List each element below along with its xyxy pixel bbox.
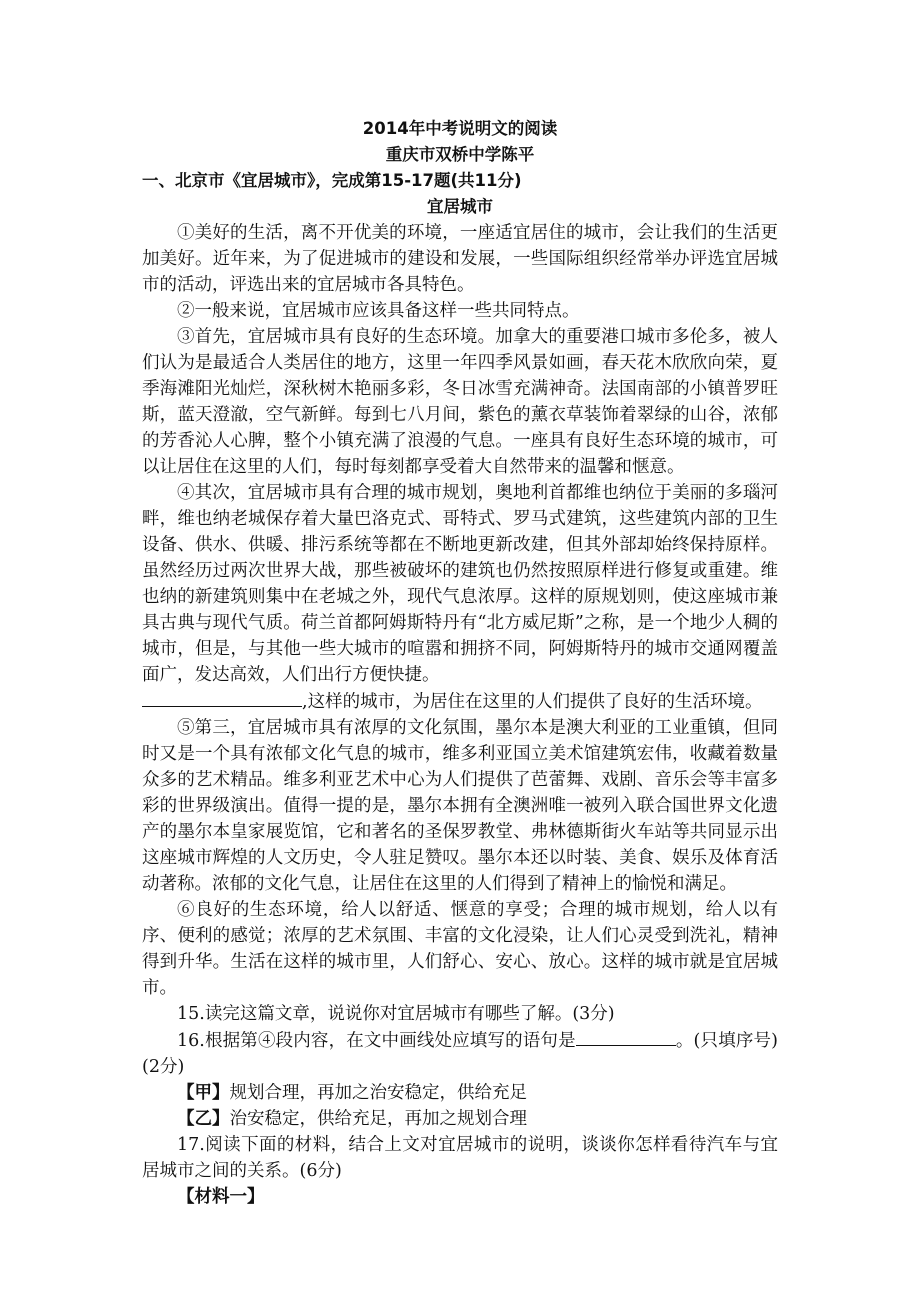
- option-yi-text: 治安稳定，供给充足，再加之规划合理: [229, 1109, 527, 1129]
- paragraph-4-tail: [142, 688, 778, 715]
- question-17: 17.阅读下面的材料，结合上文对宜居城市的说明，谈谈你怎样看待汽车与宜居城市之间的关系。(6分): [142, 1135, 778, 1181]
- paragraph-4-tail-text: ,这样的城市，为居住在这里的人们提供了良好的生活环境。: [302, 692, 763, 712]
- paragraph-1: ①美好的生活，离不开优美的环境，一座适宜居住的城市，会让我们的生活更加美好。近年来，为了促进城市的建设和发展，一些国际组织经常举办评选宜居城市的活动，评选出来的宜居城市各具特色。: [142, 223, 778, 295]
- paragraph-5: ⑤第三，宜居城市具有浓厚的文化氛围，墨尔本是澳大利亚的工业重镇，但同时又是一个具有浓郁文化气息的城市，维多利亚国立美术馆建筑宏伟，收藏着数量众多的艺术精品。维多利亚艺术中心为人们提供了芭蕾舞、戏剧、音乐会等丰富多彩的世界级演出。值得一提的是，墨尔本拥有全澳洲唯一被列入联合国世界文化遗产的墨尔本皇家展览馆，它和著名的圣保罗教堂、弗林德斯街火车站等共同显示出这座城市辉煌的人文历史，令人驻足赞叹。墨尔本还以时装、美食、娱乐及体育活动著称。浓郁的文化气息，让居住在这里的人们得到了精神上的愉悦和满足。: [142, 718, 778, 894]
- option-jia-label: 【甲】: [177, 1083, 230, 1103]
- option-yi-label: 【乙】: [177, 1109, 230, 1129]
- answer-blank-underline: [576, 1027, 676, 1046]
- question-16-text: 16.根据第④段内容，在文中画线处应填写的语句是: [177, 1031, 576, 1051]
- document-author: 重庆市双桥中学陈平: [385, 145, 535, 164]
- question-16-instruction: 。(只填序号)(2分): [142, 1031, 778, 1077]
- paragraph-4: ④其次，宜居城市具有合理的城市规划，奥地利首都维也纳位于美丽的多瑙河畔，维也纳老城保存着大量巴洛克式、哥特式、罗马式建筑，这些建筑内部的卫生设备、供水、供暖、排污系统等都在不断地更新改建，但其外部却始终保持原样。虽然经历过两次世界大战，那些被破坏的建筑也仍然按照原样进行修复或重建。维也纳的新建筑则集中在老城之外，现代气息浓厚。这样的原规划则，使这座城市兼具古典与现代气质。荷兰首都阿姆斯特丹有“北方威尼斯”之称，是一个地少人稠的城市，但是，与其他一些大城市的喧嚣和拥挤不同，阿姆斯特丹的城市交通网覆盖面广，发达高效，人们出行方便快捷。: [142, 483, 778, 685]
- option-yi: [142, 1106, 778, 1132]
- document-title: 2014年中考说明文的阅读: [362, 119, 558, 138]
- question-15: 15.读完这篇文章，说说你对宜居城市有哪些了解。(3分): [177, 1004, 615, 1024]
- paragraph-2: ②一般来说，宜居城市应该具备这样一些共同特点。: [177, 301, 580, 321]
- article-title: 宜居城市: [427, 197, 493, 216]
- document-page: [142, 116, 778, 1210]
- question-16: [142, 1027, 778, 1080]
- material-one-label: 【材料一】: [177, 1187, 265, 1207]
- paragraph-3: ③首先，宜居城市具有良好的生态环境。加拿大的重要港口城市多伦多，被人们认为是最适合人类居住的地方，这里一年四季风景如画，春天花木欣欣向荣，夏季海滩阳光灿烂，深秋树木艳丽多彩，冬日冰雪充满神奇。法国南部的小镇普罗旺斯，蓝天澄澈，空气新鲜。每到七八月间，紫色的薰衣草装饰着翠绿的山谷，浓郁的芳香沁人心脾，整个小镇充满了浪漫的气息。一座具有良好生态环境的城市，可以让居住在这里的人们，每时每刻都享受着大自然带来的温馨和惬意。: [142, 327, 778, 477]
- fill-in-blank-underline: [142, 688, 302, 707]
- option-jia: [142, 1080, 778, 1106]
- section-heading: 一、北京市《宜居城市》，完成第15-17题(共11分): [142, 171, 522, 190]
- option-jia-text: 规划合理，再加之治安稳定，供给充足: [229, 1083, 527, 1103]
- paragraph-6: ⑥良好的生态环境，给人以舒适、惬意的享受；合理的城市规划，给人以有序、便利的感觉；浓厚的艺术氛围、丰富的文化浸染，让人们心灵受到洗礼，精神得到升华。生活在这样的城市里，人们舒心、安心、放心。这样的城市就是宜居城市。: [142, 900, 778, 998]
